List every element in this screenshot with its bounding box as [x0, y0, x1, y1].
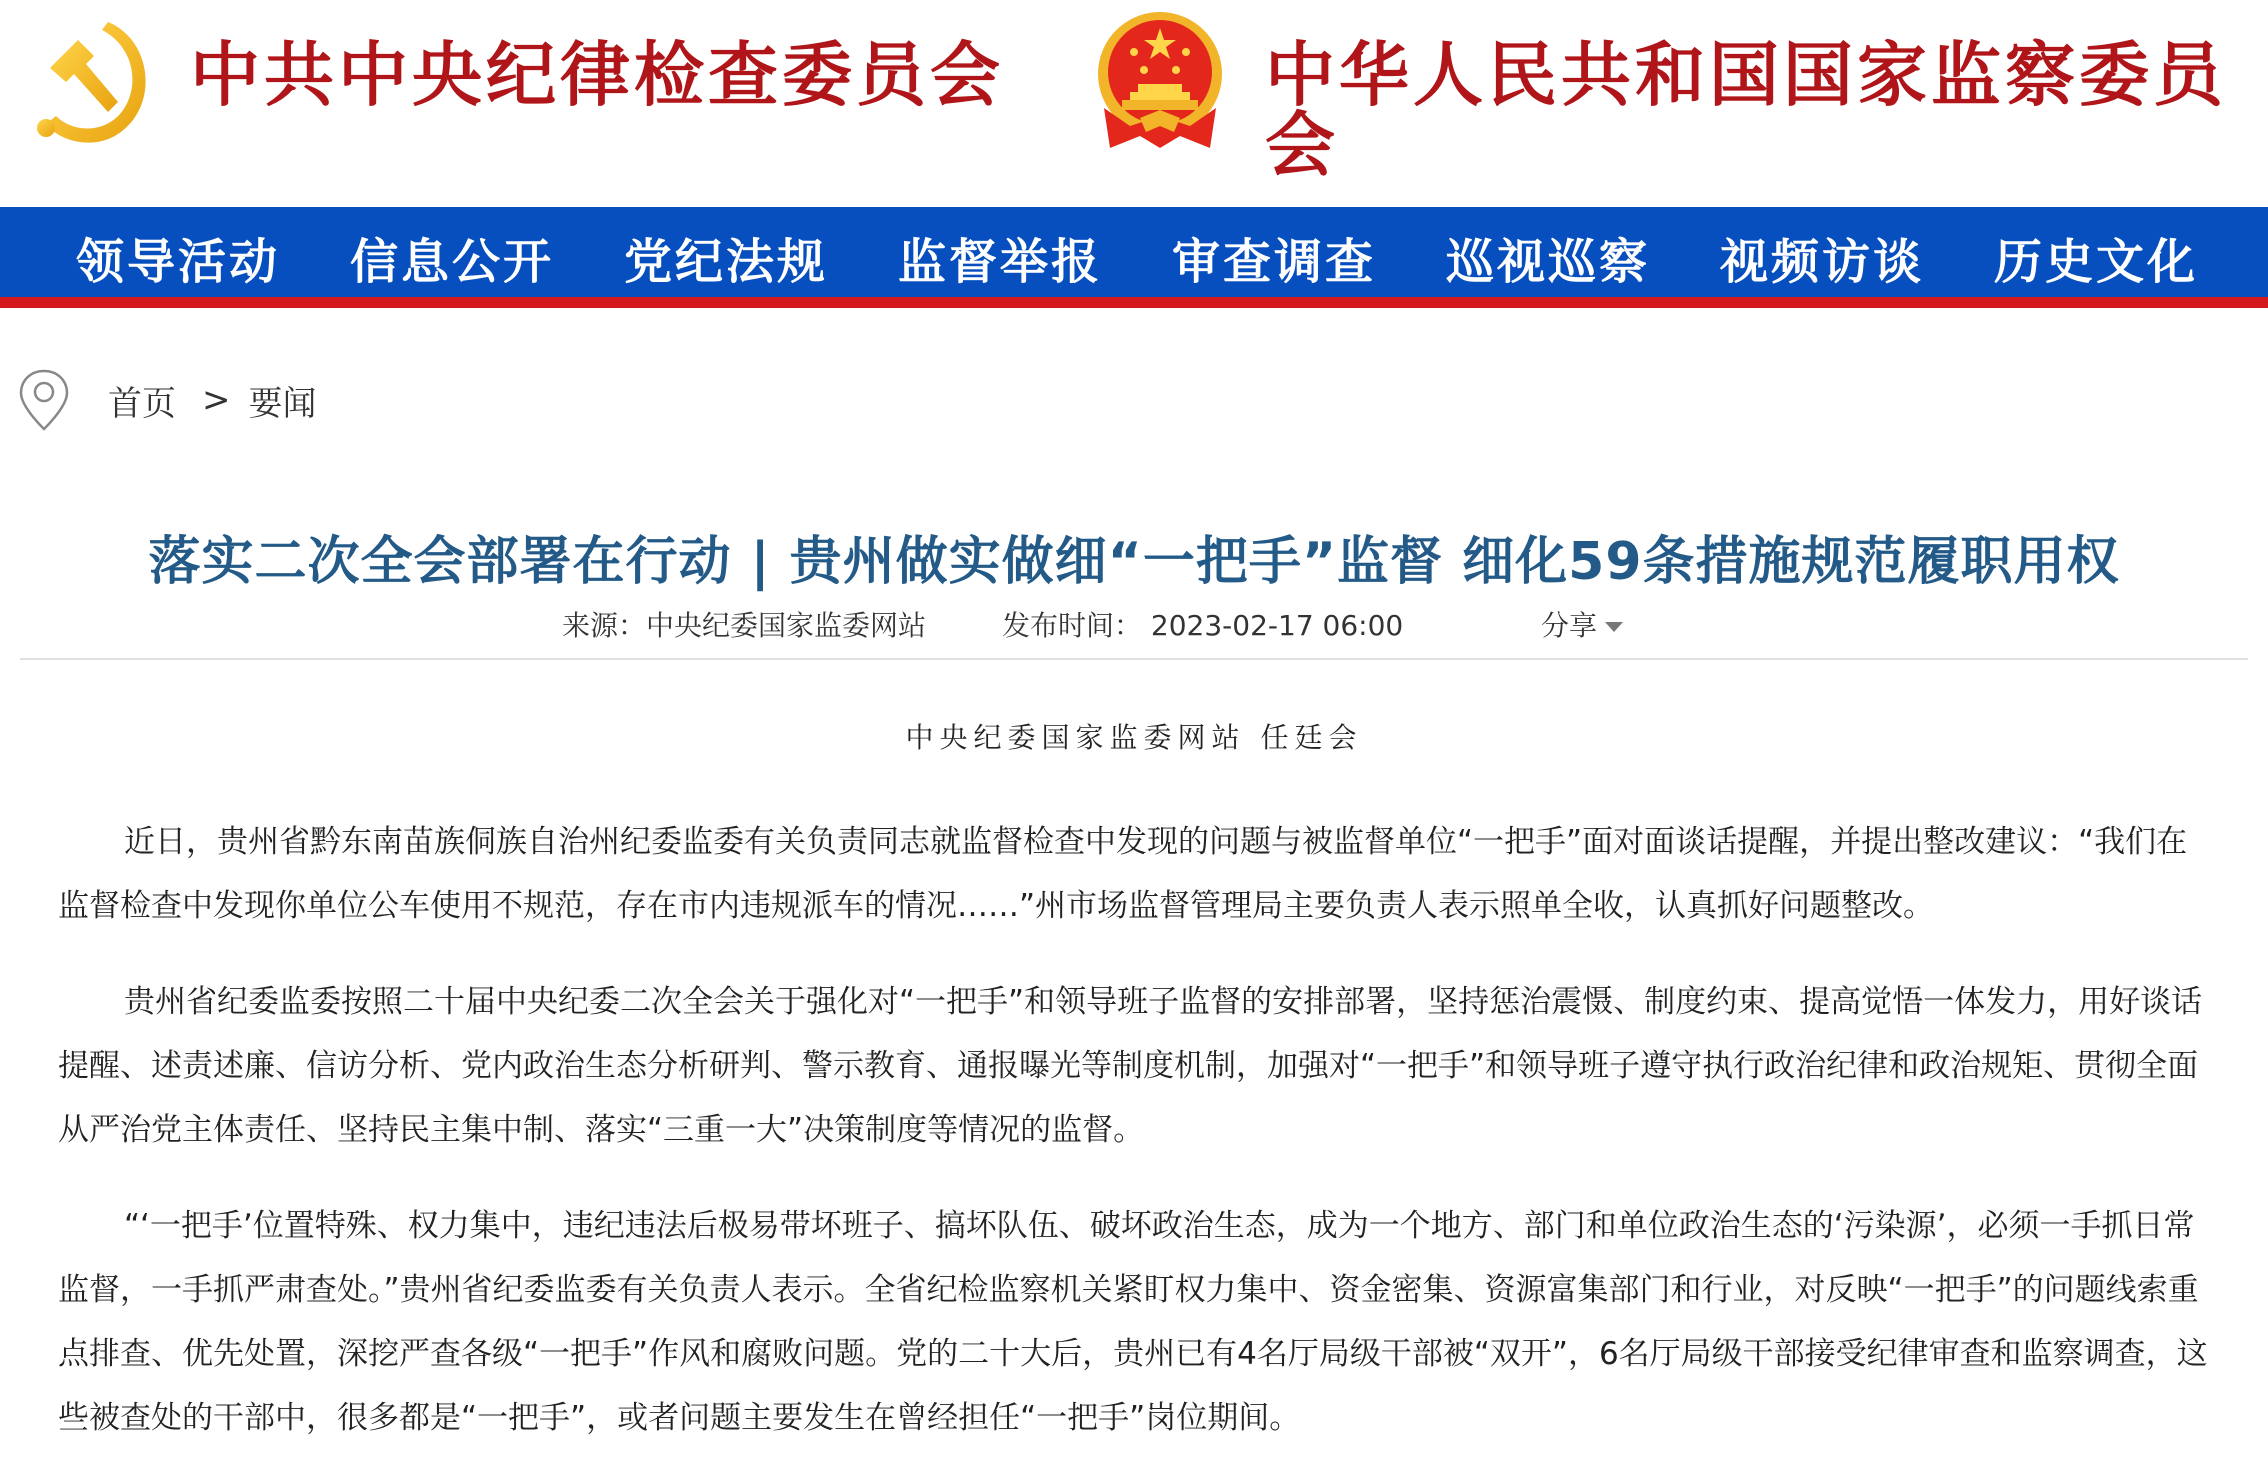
nav-item-video[interactable]: 视频访谈: [1720, 234, 1925, 290]
party-emblem-icon[interactable]: [20, 10, 160, 150]
caret-down-icon: [1605, 622, 1623, 632]
nav-red-stripe: [0, 297, 2268, 308]
nav-item-report[interactable]: 监督举报: [898, 234, 1103, 290]
share-label: 分享: [1541, 609, 1598, 642]
source-value: 中央纪委国家监委网站: [646, 609, 927, 642]
nav-item-leadership[interactable]: 领导活动: [76, 234, 281, 290]
nav-item-disclosure[interactable]: 信息公开: [350, 234, 555, 290]
article-paragraph: 贵州省纪委监委按照二十届中央纪委二次全会关于强化对“一把手”和领导班子监督的安排部署，坚持惩治震慑、制度约束、提高觉悟一体发力，用好谈话提醒、述责述廉、信访分析、党内政治生态分析研判、警示教育、通报曝光等制度机制，加强对“一把手”和领导班子遵守执行政治纪律和政治规矩、贯彻全面从严治党主体责任、坚持民主集中制、落实“三重一大”决策制度等情况的监督。: [58, 984, 2203, 1148]
location-pin-icon: [18, 369, 70, 431]
breadcrumb: [18, 368, 317, 432]
nav-item-investigation[interactable]: 审查调查: [1172, 234, 1377, 290]
share-button[interactable]: [1541, 604, 1623, 644]
article-body: [58, 810, 2208, 1482]
article-byline: 中央纪委国家监委网站 任廷会: [905, 721, 1363, 754]
article-paragraph: “‘一把手’位置特殊、权力集中，违纪违法后极易带坏班子、搞坏队伍、破坏政治生态，成为一个地方、部门和单位政治生态的‘污染源’，必须一手抓日常监督，一手抓严肃查处。”贵州省纪委监委有关负责人表示。全省纪检监察机关紧盯权力集中、资金密集、资源富集部门和行业，对反映“一把手”的问题线索重点排查、优先处置，深挖严查各级“一把手”作风和腐败问题。党的二十大后，贵州已有4名厅局级干部被“双开”，6名厅局级干部接受纪律审查和监察调查，这些被查处的干部中，很多都是“一把手”，或者问题主要发生在曾经担任“一把手”岗位期间。: [58, 1208, 2208, 1436]
source-label: 来源：: [562, 609, 647, 642]
national-emblem-icon[interactable]: [1090, 8, 1230, 158]
org-name-nsc[interactable]: 中华人民共和国国家监察委员会: [1265, 33, 2227, 186]
meta-divider: [20, 658, 2248, 660]
article-time: [1002, 604, 1403, 644]
nav-item-regulations[interactable]: 党纪法规: [624, 234, 829, 290]
breadcrumb-home[interactable]: 首页: [108, 383, 176, 424]
nav-item-history[interactable]: 历史文化: [1994, 234, 2199, 290]
article-source: [562, 604, 926, 644]
breadcrumb-current[interactable]: 要闻: [248, 383, 317, 424]
main-nav: [0, 207, 2268, 297]
time-label: 发布时间：: [1002, 609, 1143, 642]
time-value: 2023-02-17 06:00: [1150, 609, 1404, 642]
article-title: 落实二次全会部署在行动 | 贵州做实做细“一把手”监督 细化59条措施规范履职用权: [148, 531, 2120, 592]
site-header: [0, 0, 2268, 207]
nav-item-inspection[interactable]: 巡视巡察: [1446, 234, 1651, 290]
breadcrumb-separator: >: [202, 380, 231, 420]
article-paragraph: 近日，贵州省黔东南苗族侗族自治州纪委监委有关负责同志就监督检查中发现的问题与被监督单位“一把手”面对面谈话提醒，并提出整改建议：“我们在监督检查中发现你单位公车使用不规范，存在市内违规派车的情况……”州市场监督管理局主要负责人表示照单全收，认真抓好问题整改。: [58, 824, 2188, 924]
org-name-ccdi[interactable]: 中共中央纪律检查委员会: [190, 33, 1004, 116]
article-meta: [0, 604, 2268, 644]
